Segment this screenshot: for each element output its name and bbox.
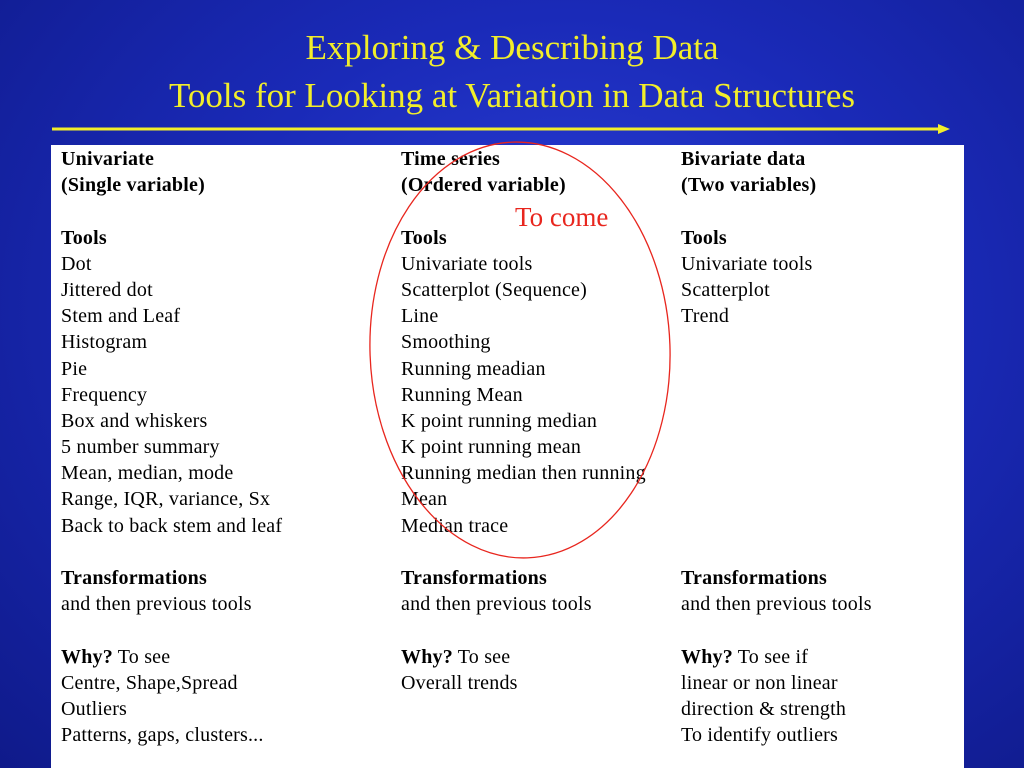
timeseries-tool: Univariate tools: [401, 252, 533, 275]
timeseries-why: [401, 644, 646, 670]
title-line-1: Exploring & Describing Data: [305, 28, 719, 67]
univariate-tool: Stem and Leaf: [61, 305, 181, 328]
bivariate-heading: Bivariate data: [681, 148, 806, 170]
to-come-annotation: To come: [515, 202, 609, 232]
univariate-why-line: Outliers: [61, 697, 128, 720]
univariate-why-line: Patterns, gaps, clusters...: [61, 724, 264, 747]
univariate-tool: Pie: [61, 357, 88, 380]
bivariate-transformations-text: and then previous tools: [681, 593, 872, 616]
spacer: [681, 617, 872, 643]
bivariate-subheading: (Two variables): [681, 174, 817, 197]
univariate-why-label: Why?: [61, 645, 113, 668]
spacer: [681, 382, 872, 408]
timeseries-tool: K point running median: [401, 409, 598, 432]
title-underline-arrow: [52, 122, 952, 136]
timeseries-tool: Line: [401, 305, 439, 328]
bivariate-why-line: direction & strength: [681, 697, 847, 720]
spacer: [681, 539, 872, 565]
bivariate-why-text: To see if: [732, 645, 809, 668]
timeseries-subheading: (Ordered variable): [401, 174, 566, 197]
univariate-tool: Dot: [61, 252, 92, 275]
spacer: [61, 617, 282, 643]
spacer: [681, 434, 872, 460]
title-line-2: Tools for Looking at Variation in Data Structures: [168, 76, 856, 115]
univariate-tool: Range, IQR, variance, Sx: [61, 488, 271, 511]
univariate-heading: Univariate: [61, 148, 155, 170]
bivariate-tools-label: Tools: [681, 226, 727, 249]
univariate-tool: 5 number summary: [61, 436, 220, 459]
slide-title: [0, 24, 1024, 120]
univariate-tools-label: Tools: [61, 226, 107, 249]
spacer: [681, 460, 872, 486]
timeseries-tool: Running meadian: [401, 357, 546, 380]
univariate-transformations-text: and then previous tools: [61, 593, 252, 616]
bivariate-tool: Scatterplot: [681, 278, 770, 301]
column-bivariate: [681, 146, 872, 748]
bivariate-why: [681, 644, 872, 670]
spacer: [61, 539, 282, 565]
spacer: [681, 486, 872, 512]
timeseries-tool: Median trace: [401, 514, 509, 537]
bivariate-transformations-label: Transformations: [681, 567, 827, 589]
timeseries-tool: Mean: [401, 488, 448, 511]
timeseries-transformations-text: and then previous tools: [401, 593, 592, 616]
timeseries-why-line: Overall trends: [401, 671, 518, 694]
bivariate-why-line: To identify outliers: [681, 724, 839, 747]
univariate-why: [61, 644, 282, 670]
timeseries-tool: Running median then running: [401, 462, 646, 485]
spacer: [681, 329, 872, 355]
univariate-why-text: To see: [112, 645, 171, 668]
univariate-transformations-label: Transformations: [61, 567, 207, 589]
timeseries-heading: Time series: [401, 148, 501, 170]
bivariate-why-line: linear or non linear: [681, 671, 838, 694]
column-univariate: [61, 146, 282, 748]
univariate-tool: Mean, median, mode: [61, 462, 234, 485]
univariate-subheading: (Single variable): [61, 174, 205, 197]
spacer: [681, 198, 872, 224]
timeseries-why-label: Why?: [401, 645, 453, 668]
timeseries-tool: Running Mean: [401, 383, 523, 406]
timeseries-why-text: To see: [452, 645, 511, 668]
spacer: [401, 617, 646, 643]
univariate-tool: Jittered dot: [61, 278, 153, 301]
bivariate-tool: Trend: [681, 305, 730, 328]
timeseries-tools-label: Tools: [401, 226, 447, 249]
spacer: [681, 513, 872, 539]
univariate-tool: Box and whiskers: [61, 409, 208, 432]
univariate-tool: Back to back stem and leaf: [61, 514, 283, 537]
timeseries-tool: Smoothing: [401, 331, 491, 354]
timeseries-tool: K point running mean: [401, 436, 582, 459]
bivariate-tool: Univariate tools: [681, 252, 813, 275]
spacer: [681, 408, 872, 434]
univariate-tool: Frequency: [61, 383, 148, 406]
univariate-tool: Histogram: [61, 331, 148, 354]
spacer: [681, 356, 872, 382]
spacer: [61, 198, 282, 224]
timeseries-transformations-label: Transformations: [401, 567, 547, 589]
bivariate-why-label: Why?: [681, 645, 733, 668]
spacer: [401, 539, 646, 565]
timeseries-tool: Scatterplot (Sequence): [401, 278, 587, 301]
univariate-why-line: Centre, Shape,Spread: [61, 671, 238, 694]
